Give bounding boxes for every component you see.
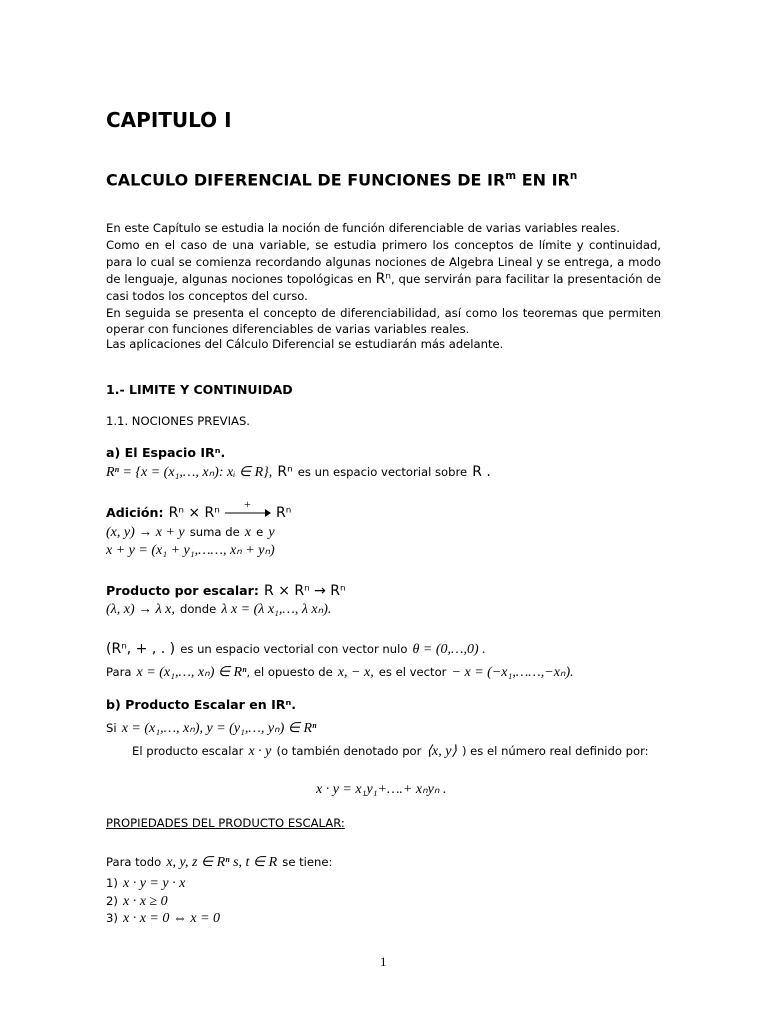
intro-paragraph-1: En este Capítulo se estudia la noción de función diferenciable de varias variables reales. xyxy=(106,221,620,235)
page-number: 1 xyxy=(380,954,387,969)
properties-heading: PROPIEDADES DEL PRODUCTO ESCALAR: xyxy=(106,816,345,830)
scalar-product-line: Producto por escalar: R × Rⁿ → Rⁿ xyxy=(106,583,346,599)
page-title: CALCULO DIFERENCIAL DE FUNCIONES DE $IR^m$ EN $IR^n$ xyxy=(106,170,578,190)
addition-arrow: + xyxy=(225,507,271,519)
properties-intro: Para todo x, y, z ∈ Rⁿ s, t ∈ R se tiene: xyxy=(106,855,333,870)
scalar-product-def: (λ, x) → λ x, donde λ x = (λ x₁,…, λ xₙ). xyxy=(106,602,332,617)
addition-map: (x, y) → x + y suma de x e y xyxy=(106,525,275,540)
vector-space-line: (Rⁿ, + , . ) es un espacio vectorial con vector nulo θ = (0,…,0) . xyxy=(106,641,486,657)
property-item: 1) x · y = y · x xyxy=(106,876,186,891)
space-definition: Rⁿ = {x = (x₁,…, xₙ): xᵢ ∈ R}, Rⁿ es un espacio vectorial sobre R . xyxy=(106,464,491,480)
inner-product-formula: x · y = x₁y₁+….+ xₙyₙ . xyxy=(316,782,447,797)
opposite-line: Para x = (x₁,…, xₙ) ∈ Rⁿ, el opuesto de x, − x, es el vector − x = (−x₁,……,−xₙ). xyxy=(106,665,574,680)
inner-product-si: Si x = (x₁,…, xₙ), y = (y₁,…, yₙ) ∈ Rⁿ xyxy=(106,721,317,736)
intro-paragraph-3: En seguida se presenta el concepto de diferenciabilidad, así como los teoremas que permiten operar con funciones diferenciables de varias variables reales. xyxy=(106,306,661,336)
intro-paragraph-2: Como en el caso de una variable, se estudia primero los conceptos de límite y continuidad, para lo cual se comienza recordando algunas nociones de Algebra Lineal y se entrega, a modo de lenguaje, algunas nociones topológicas en Rⁿ, que servirán para facilitar la presentación de casi todos los conceptos del curso. xyxy=(106,238,662,303)
property-item: 3) x · x = 0 ⇔ x = 0 xyxy=(106,911,221,926)
space-heading: a) El Espacio IRⁿ. xyxy=(106,445,226,460)
addition-line: Adición: Rⁿ × Rⁿ + Rⁿ xyxy=(106,496,292,521)
math-rn: Rⁿ xyxy=(375,271,391,287)
intro-paragraph-4: Las aplicaciones del Cálculo Diferencial se estudiarán más adelante. xyxy=(106,337,504,351)
section-heading: 1.- LIMITE Y CONTINUIDAD xyxy=(106,382,293,397)
inner-product-def: El producto escalar x · y (o también denotado por ⟨x, y⟩ ) es el número real definido por: xyxy=(132,744,649,759)
property-item: 2) x · x ≥ 0 xyxy=(106,894,168,909)
chapter-title: CAPITULO I xyxy=(106,108,232,132)
subsection-heading: 1.1. NOCIONES PREVIAS. xyxy=(106,414,250,428)
inner-product-heading: b) Producto Escalar en IRⁿ. xyxy=(106,697,297,712)
addition-formula: x + y = (x₁ + y₁,……, xₙ + yₙ) xyxy=(106,543,275,558)
